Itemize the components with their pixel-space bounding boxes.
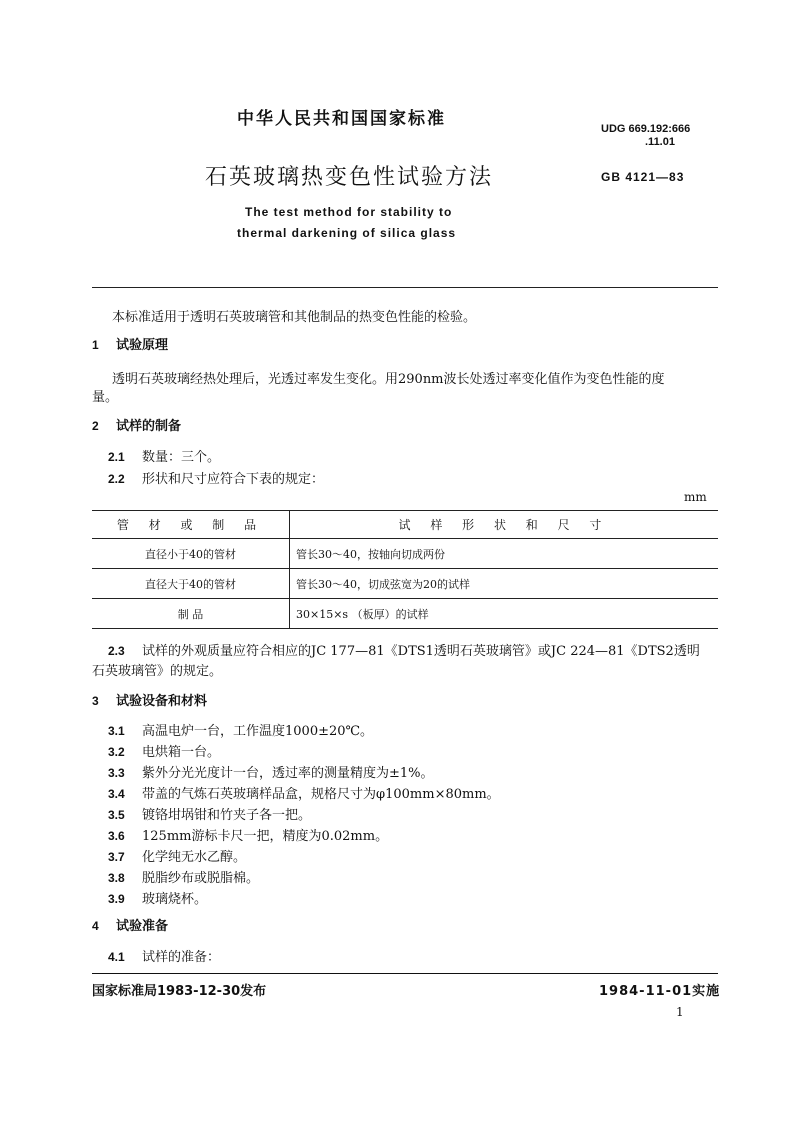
table-header-row [92, 511, 718, 539]
specimen-table [92, 510, 718, 629]
english-title-line-1: The test method for stability to [245, 205, 453, 219]
section-2-title: 试样的制备 [116, 419, 182, 434]
standard-title: 中华人民共和国国家标准 [237, 109, 446, 129]
table-header-cell: 试 样 形 状 和 尺 寸 [290, 511, 719, 539]
item-number: 2.1 [108, 450, 125, 464]
footer-divider [92, 973, 718, 974]
item-3-5 [108, 804, 311, 823]
table-unit: mm [684, 490, 707, 504]
section-1-para-line-1: 透明石英玻璃经热处理后，光透过率发生变化。用290nm波长处透过率变化值作为变色性能的度 [112, 372, 665, 387]
item-number: 3.2 [108, 745, 125, 759]
item-text: 化学纯无水乙醇。 [142, 850, 247, 865]
item-number: 2.2 [108, 472, 125, 486]
table-row [92, 599, 718, 629]
item-3-7 [108, 846, 246, 865]
section-1-heading [92, 334, 168, 353]
intro-paragraph: 本标准适用于透明石英玻璃管和其他制品的热变色性能的检验。 [112, 310, 477, 325]
issue-date: 国家标准局1983-12-30发布 [92, 984, 267, 999]
item-text: 玻璃烧杯。 [142, 892, 208, 907]
item-2-1 [108, 446, 220, 465]
section-2-number: 2 [92, 419, 99, 433]
table-header-cell: 管 材 或 制 品 [92, 511, 290, 539]
item-number: 3.5 [108, 808, 125, 822]
item-text: 脱脂纱布或脱脂棉。 [142, 871, 260, 886]
item-number: 3.4 [108, 787, 125, 801]
gb-code: GB 4121—83 [601, 170, 685, 184]
item-text: 带盖的气炼石英玻璃样品盒，规格尺寸为φ100mm×80mm。 [142, 787, 500, 802]
section-4-title: 试验准备 [116, 919, 169, 934]
item-3-3 [108, 762, 434, 781]
section-4-number: 4 [92, 919, 99, 933]
udc-code [601, 123, 690, 149]
item-3-6 [108, 825, 388, 844]
udc-line-1: UDG 669.192:666 [601, 123, 691, 135]
section-3-number: 3 [92, 694, 99, 708]
item-3-2 [108, 741, 220, 760]
item-text: 高温电炉一台，工作温度1000±20℃。 [142, 724, 374, 739]
item-text: 125mm游标卡尺一把，精度为0.02mm。 [142, 829, 389, 844]
item-2-2 [108, 468, 324, 487]
item-text: 镀铬坩埚钳和竹夹子各一把。 [142, 808, 312, 823]
item-number: 3.6 [108, 829, 125, 843]
udc-line-2: .11.01 [645, 136, 675, 148]
table-cell: 直径小于40的管材 [92, 539, 290, 569]
item-text: 电烘箱一台。 [142, 745, 221, 760]
item-number: 3.9 [108, 892, 125, 906]
section-1-para-line-2: 量。 [92, 390, 119, 405]
table-cell: 直径大于40的管材 [92, 569, 290, 599]
item-3-8 [108, 867, 259, 886]
table-cell: 30×15×s （板厚）的试样 [290, 599, 719, 629]
item-text: 数量：三个。 [142, 450, 221, 465]
item-number: 3.1 [108, 724, 125, 738]
item-4-1 [108, 946, 220, 965]
table-row [92, 569, 718, 599]
section-3-heading [92, 690, 207, 709]
table-cell: 制 品 [92, 599, 290, 629]
item-text: 试样的准备： [142, 950, 221, 965]
item-text: 形状和尺寸应符合下表的规定： [142, 472, 325, 487]
english-title-line-2: thermal darkening of silica glass [237, 226, 457, 240]
table-cell: 管长30～40，按轴向切成两份 [290, 539, 719, 569]
item-number: 3.3 [108, 766, 125, 780]
item-text: 紫外分光光度计一台，透过率的测量精度为±1%。 [142, 766, 434, 781]
item-number: 4.1 [108, 950, 125, 964]
table-cell: 管长30～40，切成弦宽为20的试样 [290, 569, 719, 599]
section-1-title: 试验原理 [116, 338, 169, 353]
table-row [92, 539, 718, 569]
page-number: 1 [676, 1005, 684, 1019]
item-3-1 [108, 720, 373, 739]
header-divider [92, 287, 718, 288]
section-4-heading [92, 915, 168, 934]
item-text: 试样的外观质量应符合相应的JC 177—81《DTS1透明石英玻璃管》或JC 224—81《DTS2透明 [142, 644, 700, 659]
main-title: 石英玻璃热变色性试验方法 [205, 165, 494, 190]
effective-date: 1984-11-01实施 [599, 984, 721, 999]
item-number: 3.7 [108, 850, 125, 864]
section-2-heading [92, 415, 181, 434]
item-number: 2.3 [108, 644, 125, 658]
item-3-4 [108, 783, 500, 802]
item-number: 3.8 [108, 871, 125, 885]
section-3-title: 试验设备和材料 [116, 694, 208, 709]
section-1-number: 1 [92, 338, 99, 352]
item-2-3-line-1 [108, 640, 700, 659]
item-2-3-line-2: 石英玻璃管》的规定。 [92, 664, 223, 679]
item-3-9 [108, 888, 207, 907]
